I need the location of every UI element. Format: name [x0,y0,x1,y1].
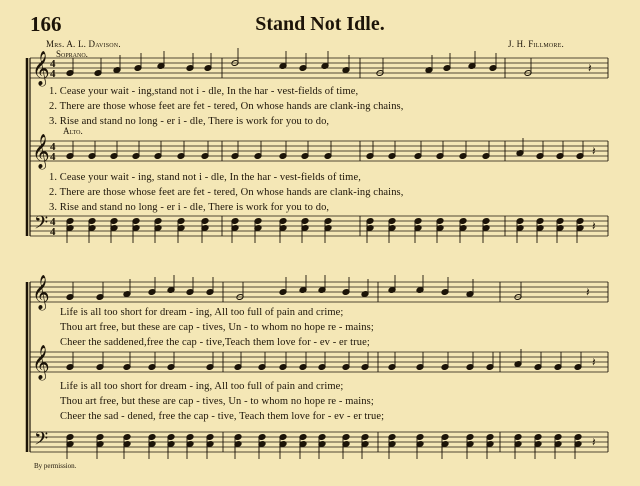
alto2-verse-3: Cheer the sad - dened, free the cap - tive, Teach them love for - ev - er true; [60,411,385,422]
words-credit: Mrs. A. L. Davison. [46,39,121,49]
soprano-verse-3: 3. Rise and stand no long - er i - dle, There is work for you to do, [49,116,330,127]
time-signature-top: 4 [50,58,56,70]
hymn-number: 166 [30,12,62,36]
rest-icon: 𝄽 [592,435,596,449]
soprano2-verse-2: Thou art free, but these are cap - tives, Un - to whom no hope re - mains; [60,322,374,333]
alto2-verse-1: Life is all too short for dream - ing, All too full of pain and crime; [60,381,344,392]
time-signature-bottom: 4 [50,226,56,238]
bass-clef-icon: 𝄢 [34,213,49,238]
treble-clef-icon: 𝄞 [32,51,50,86]
permission-note: By permission. [34,462,77,470]
time-signature-top: 4 [50,216,56,228]
treble-clef-icon: 𝄞 [32,275,50,310]
rest-icon: 𝄽 [592,355,596,369]
rest-icon: 𝄽 [592,144,596,158]
hymn-title: Stand Not Idle. [255,13,385,35]
alto-verse-2: 2. There are those whose feet are fet - tered, On whose hands are clank-ing chains, [49,187,404,198]
soprano-verse-2: 2. There are those whose feet are fet - tered, On whose hands are clank-ing chains, [49,101,404,112]
time-signature-bottom: 4 [50,68,56,80]
rest-icon: 𝄽 [588,61,592,75]
soprano2-verse-1: Life is all too short for dream - ing, All too full of pain and crime; [60,307,344,318]
alto-verse-3: 3. Rise and stand no long - er i - dle, There is work for you to do, [49,202,330,213]
soprano2-verse-3: Cheer the saddened,free the cap - tive,Teach them love for - ev - er true; [60,337,370,348]
time-signature-bottom: 4 [50,151,56,163]
time-signature-top: 4 [50,141,56,153]
soprano-label: Soprano. [56,49,88,59]
treble-clef-icon: 𝄞 [32,134,50,169]
bass-clef-icon: 𝄢 [34,429,49,454]
soprano-verse-1: 1. Cease your wait - ing,stand not i - dle, In the har - vest-fields of time, [49,86,359,97]
music-credit: J. H. Fillmore. [508,39,564,49]
rest-icon: 𝄽 [592,219,596,233]
rest-icon: 𝄽 [586,285,590,299]
alto-verse-1: 1. Cease your wait - ing, stand not i - dle, In the har - vest-fields of time, [49,172,361,183]
alto-label: Alto. [63,126,83,136]
treble-clef-icon: 𝄞 [32,345,50,380]
alto2-verse-2: Thou art free, but these are cap - tives, Un - to whom no hope re - mains; [60,396,374,407]
